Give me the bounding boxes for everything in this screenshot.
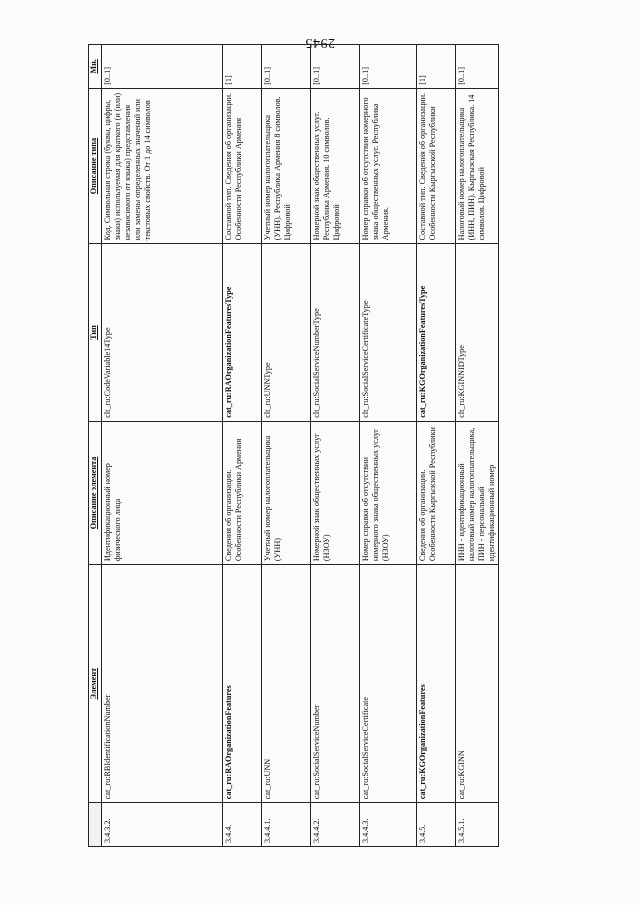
page-number: 2945 (305, 35, 335, 50)
element-name: cat_ru:SocialServiceNumber (311, 565, 360, 803)
row-number: 3.4.4.3. (360, 803, 417, 847)
element-description: Сведения об организации. Особенности Кыргызской Республики (417, 421, 456, 564)
element-description: ИНН - идентификационный налоговый номер налогоплательщика, ПИН - персональный идентификационный номер (456, 421, 499, 564)
table-header-row (89, 45, 102, 847)
row-number: 3.4.4.2. (311, 803, 360, 847)
table-row (311, 45, 360, 847)
row-number: 3.4.4. (223, 803, 262, 847)
table-row (102, 45, 223, 847)
type-description: Код. Символьная строка (буквы, цифры, знаки) используемая для краткого (и (или) независимого от языка) представления или замены определенных значений или текстовых свойств. От 1 до 14 символов (102, 88, 223, 244)
element-name: cat_ru:KGINN (456, 565, 499, 803)
type-description: Номерной знак общественных услуг. Республика Армения. 10 символов. Цифровой (311, 88, 360, 244)
element-description: Сведения об организации. Особенности Республики Армения (223, 421, 262, 564)
element-description: Номер справки об отсутствии номерного знака общественных услуг (НЗОУ) (360, 421, 417, 564)
multiplicity: [1] (417, 45, 456, 89)
type-description: Составной тип. Сведения об организации. Особенности Республики Армения (223, 88, 262, 244)
multiplicity: [0..1] (456, 45, 499, 89)
table-row (360, 45, 417, 847)
header-type: Тип (89, 244, 102, 421)
multiplicity: [0..1] (360, 45, 417, 89)
type-name: clt_ru:SocialServiceCertificateType (360, 244, 417, 421)
header-multiplicity: Мн. (89, 45, 102, 89)
type-name: cat_ru:KGOrganizationFeaturesType (417, 244, 456, 421)
type-name: clt_ru:SocialServiceNumberType (311, 244, 360, 421)
rotated-table-container (88, 44, 496, 847)
row-number: 3.4.4.1. (262, 803, 311, 847)
element-name: cat_ru:RBIdentificationNumber (102, 565, 223, 803)
multiplicity: [1] (223, 45, 262, 89)
table-row (223, 45, 262, 847)
row-number: 3.4.5. (417, 803, 456, 847)
table-row (262, 45, 311, 847)
header-number (89, 803, 102, 847)
table-row (417, 45, 456, 847)
type-description: Налоговый номер налогоплательщика (ИНН, ПИН). Кыргызская Республика. 14 символов. Цифровой (456, 88, 499, 244)
multiplicity: [0..1] (262, 45, 311, 89)
type-name: cat_ru:RAOrganizationFeaturesType (223, 244, 262, 421)
element-description: Учетный номер налогоплательщика (УНН) (262, 421, 311, 564)
row-number: 3.4.5.1. (456, 803, 499, 847)
header-element: Элемент (89, 565, 102, 803)
element-description: Номерной знак общественных услуг (НЗОУ) (311, 421, 360, 564)
multiplicity: [0..1] (311, 45, 360, 89)
element-description: Идентификационный номер физического лица (102, 421, 223, 564)
type-name: clt_ru:KGINNIDType (456, 244, 499, 421)
element-name: cat_ru:SocialServiceCertificate (360, 565, 417, 803)
table-row (456, 45, 499, 847)
header-element-description: Описание элемента (89, 421, 102, 564)
element-name: cat_ru:KGOrganizationFeatures (417, 565, 456, 803)
spec-table (88, 44, 499, 847)
type-name: clt_ru:CodeVariable14Type (102, 244, 223, 421)
multiplicity: [0..1] (102, 45, 223, 89)
type-name: clt_ru:UNNType (262, 244, 311, 421)
header-type-description: Описание типа (89, 88, 102, 244)
type-description: Номер справки об отсутствии номерного знака общественных услуг. Республика Армения. (360, 88, 417, 244)
element-name: cat_ru:RAOrganizationFeatures (223, 565, 262, 803)
element-name: cat_ru:UNN (262, 565, 311, 803)
type-description: Учетный номер налогоплательщика (УНН). Республика Армения 8 символов. Цифровой (262, 88, 311, 244)
type-description: Составной тип. Сведения об организации. Особенности Кыргызской Республики (417, 88, 456, 244)
row-number: 3.4.3.2. (102, 803, 223, 847)
